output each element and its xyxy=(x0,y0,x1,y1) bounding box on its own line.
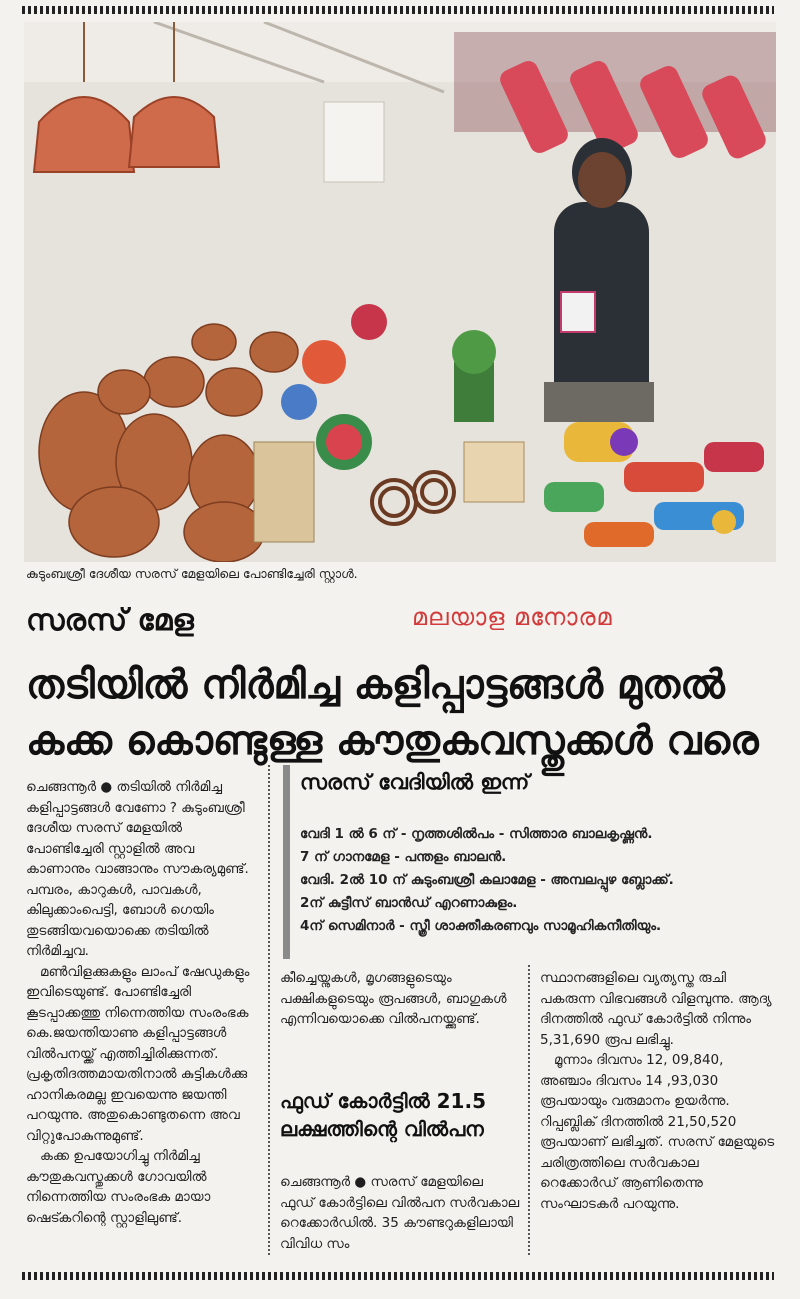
article-column-2-top xyxy=(280,968,520,1030)
column-divider xyxy=(268,765,270,1255)
list-item: വേദി. 2ൽ 10 ന് കുടുംബശ്രീ കലാമേള - അമ്പലപ്പുഴ ബ്ലോക്ക്. xyxy=(300,872,674,888)
list-item: വേദി 1 ൽ 6 ന് - നൃത്തശിൽപം - സിത്താര ബാലകൃഷ്ണൻ. xyxy=(300,826,653,842)
paragraph: കക്ക ഉപയോഗിച്ചു നിർമിച്ച കൗതുകവസ്തുക്കൾ ഗോവയിൽ നിന്നെത്തിയ സംരംഭക മായാ ഷെട്കറിന്റെ സ്റ്റാളിലുണ്ട്. xyxy=(26,1148,211,1226)
article-column-1 xyxy=(26,777,256,1228)
section-kicker: സരസ് മേള xyxy=(26,603,194,638)
list-item: 2ന് കുട്ടീസ് ബാൻഡ് എറണാകുളം. xyxy=(300,895,518,911)
box-accent-bar xyxy=(283,765,290,959)
paragraph: ചെങ്ങന്നൂർ ● സരസ് മേളയിലെ ഫുഡ് കോർട്ടിലെ വിൽപന സർവകാല റെക്കോർഡിൽ. 35 കൗണ്ടറുകളിലായി വിവിധ സം xyxy=(280,1174,520,1252)
newspaper-brand: മലയാള മനോരമ xyxy=(412,603,613,631)
events-box-list xyxy=(300,823,770,938)
photo-caption: കുടുംബശ്രീ ദേശീയ സരസ് മേളയിലെ പോണ്ടിച്ചേരി സ്റ്റാൾ. xyxy=(26,566,358,581)
top-dashed-rule xyxy=(22,6,774,14)
events-box-title: സരസ് വേദിയിൽ ഇന്ന് xyxy=(300,770,530,794)
stall-photo xyxy=(24,22,776,562)
article-column-3 xyxy=(540,968,775,1214)
list-item: 4ന് സെമിനാർ - സ്ത്രീ ശാക്തീകരണവും സാമൂഹികനീതിയും. xyxy=(300,918,662,934)
paragraph: മൺവിളക്കുകളും ലാംപ് ഷേഡുകളും ഇവിടെയുണ്ട്. പോണ്ടിച്ചേരി കൂടപ്പാക്കത്തു നിന്നെത്തിയ സംരംഭക കെ.ജയന്തിയാണു കളിപ്പാട്ടങ്ങൾ വിൽപനയ്ക്ക് എത്തിച്ചിരിക്കുന്നത്. പ്രകൃതിദത്തമായതിനാൽ കുട്ടികൾക്കു ഹാനികരമല്ല ഇവയെന്നു ജയന്തി പറയുന്നു. അതുകൊണ്ടുതന്നെ അവ വിറ്റുപോകുന്നുമുണ്ട്. xyxy=(26,963,250,1144)
list-item: 7 ന് ഗാനമേള - പന്തളം ബാലൻ. xyxy=(300,849,507,865)
food-court-subheading: ഫുഡ് കോർട്ടിൽ 21.5 ലക്ഷത്തിന്റെ വിൽപന xyxy=(280,1089,486,1141)
column-divider xyxy=(528,965,530,1255)
article-column-2-bottom xyxy=(280,1172,520,1254)
stall-photo-illustration xyxy=(24,22,776,562)
paragraph: സ്ഥാനങ്ങളിലെ വ്യത്യസ്ത രുചി പകരുന്ന വിഭവങ്ങൾ വിളമ്പുന്നു. ആദ്യ ദിനത്തിൽ ഫുഡ് കോർട്ടിൽ നിന്നും 5,31,690 രൂപ ലഭിച്ചു. xyxy=(540,970,772,1048)
paragraph: ചെങ്ങന്നൂർ ● തടിയിൽ നിർമിച്ച കളിപ്പാട്ടങ്ങൾ വേണോ ? കുടുംബശ്രീ ദേശീയ സരസ് മേളയിൽ പോണ്ടിച്ചേരി സ്റ്റാളിൽ അവ കാണാനും വാങ്ങാനും സൗകര്യമുണ്ട്. പമ്പരം, കാറുകൾ, പാവകൾ, കിലുക്കാംപെട്ടി, ബോൾ ഗെയിം തുടങ്ങിയവയൊക്കെ തടിയിൽ നിർമിച്ചവ. xyxy=(26,779,249,959)
bottom-dashed-rule xyxy=(22,1272,774,1280)
paragraph: മൂന്നാം ദിവസം 12, 09,840, അഞ്ചാം ദിവസം 14 ,93,030 രൂപയായും വരുമാനം ഉയർന്നു. റിപ്പബ്ലിക് ദിനത്തിൽ 21,50,520 രൂപയാണ് ലഭിച്ചത്. സരസ് മേളയുടെ ചരിത്രത്തിലെ സർവകാല റെക്കോർഡ് ആണിതെന്നു സംഘാടകർ പറയുന്നു. xyxy=(540,1052,775,1212)
headline: തടിയിൽ നിർമിച്ച കളിപ്പാട്ടങ്ങൾ മുതൽ കക്ക കൊണ്ടുള്ള കൗതുകവസ്തുക്കൾ വരെ xyxy=(26,662,759,764)
paragraph: കീച്ചെയ്നുകൾ, മൃഗങ്ങളുടെയും പക്ഷികളുടെയും രൂപങ്ങൾ, ബാഗുകൾ എന്നിവയൊക്കെ വിൽപനയ്ക്കുണ്ട്. xyxy=(280,970,507,1027)
